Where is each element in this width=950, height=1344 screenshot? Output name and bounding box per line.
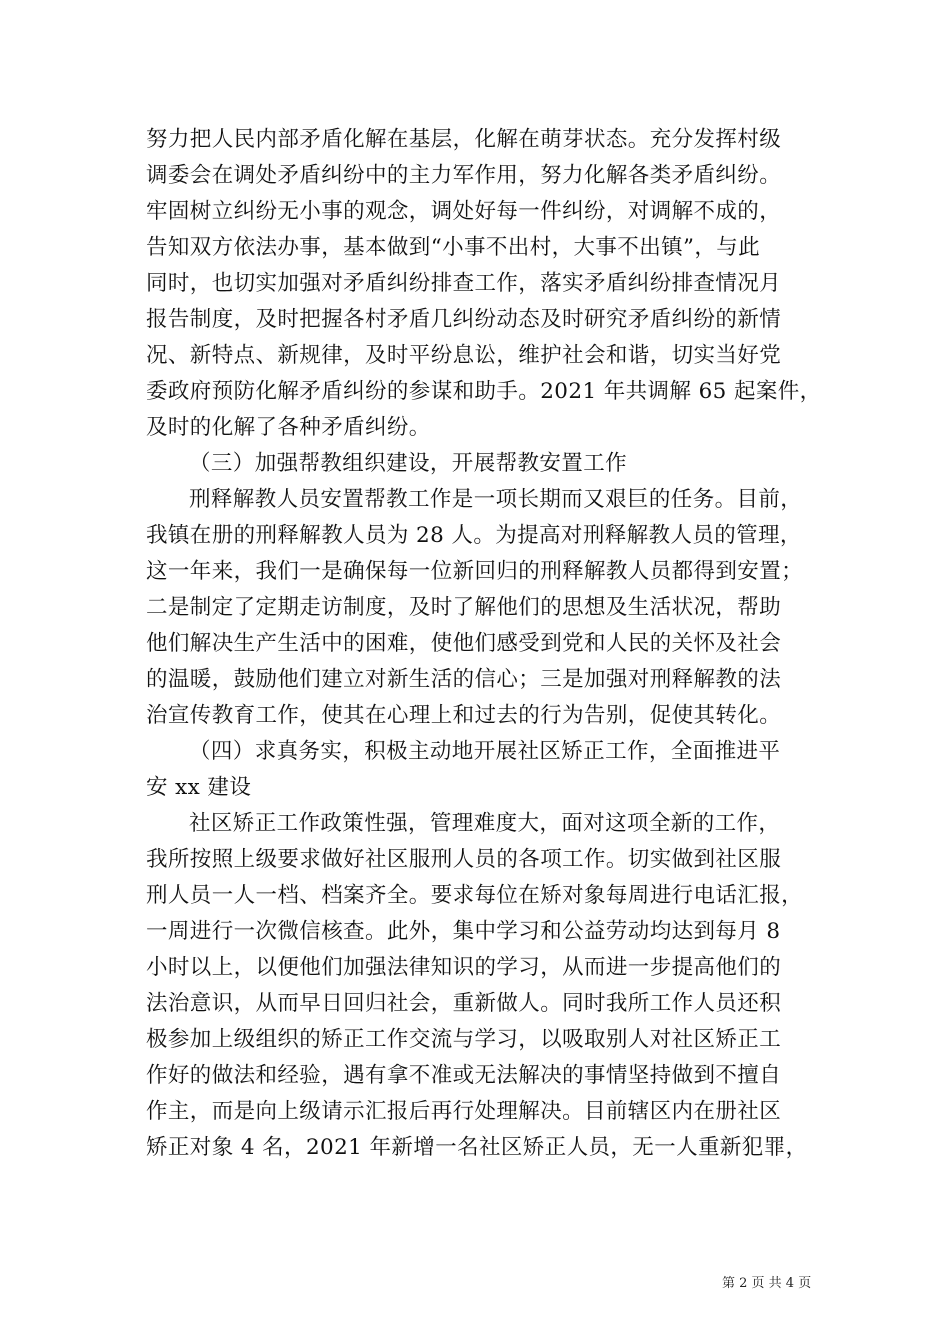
text-line: 他们解决生产生活中的困难，使他们感受到党和人民的关怀及社会: [146, 631, 782, 656]
text-line: 小时以上，以便他们加强法律知识的学习，从而进一步提高他们的: [146, 955, 782, 980]
text-line: 刑人员一人一档、档案齐全。要求每位在矫对象每周进行电话汇报，: [146, 883, 804, 908]
text-line: 报告制度，及时把握各村矛盾几纠纷动态及时研究矛盾纠纷的新情: [146, 307, 782, 332]
text-line: 极参加上级组织的矫正工作交流与学习，以吸取别人对社区矫正工: [146, 1027, 782, 1052]
section-heading-continued: 安 xx 建设: [146, 775, 252, 800]
text-line: 作主，而是向上级请示汇报后再行处理解决。目前辖区内在册社区: [146, 1099, 782, 1124]
text-line: 牢固树立纠纷无小事的观念，调处好每一件纠纷，对调解不成的，: [146, 199, 782, 224]
text-line: 作好的做法和经验，遇有拿不准或无法解决的事情坚持做到不擅自: [146, 1063, 782, 1088]
text-line: 二是制定了定期走访制度，及时了解他们的思想及生活状况，帮助: [146, 595, 782, 620]
text-line: 一周进行一次微信核查。此外，集中学习和公益劳动均达到每月 8: [146, 919, 781, 944]
text-line: 治宣传教育工作，使其在心理上和过去的行为告别，促使其转化。: [146, 703, 782, 728]
text-line: 的温暖，鼓励他们建立对新生活的信心；三是加强对刑释解教的法: [146, 667, 782, 692]
paragraph-first-line: 刑释解教人员安置帮教工作是一项长期而又艰巨的任务。目前，: [189, 487, 803, 512]
paragraph-first-line: 社区矫正工作政策性强，管理难度大，面对这项全新的工作，: [189, 811, 781, 836]
text-line: 委政府预防化解矛盾纠纷的参谋和助手。2021 年共调解 65 起案件，: [146, 379, 822, 404]
page-number-footer: 第 2 页 共 4 页: [722, 1276, 812, 1291]
text-line: 及时的化解了各种矛盾纠纷。: [146, 415, 431, 440]
text-line: 矫正对象 4 名，2021 年新增一名社区矫正人员，无一人重新犯罪，: [146, 1135, 808, 1160]
section-heading: （四）求真务实，积极主动地开展社区矫正工作，全面推进平: [189, 739, 781, 764]
section-heading: （三）加强帮教组织建设，开展帮教安置工作: [189, 451, 628, 476]
text-line: 况、新特点、新规律，及时平纷息讼，维护社会和谐，切实当好党: [146, 343, 782, 368]
text-line: 这一年来，我们一是确保每一位新回归的刑释解教人员都得到安置；: [146, 559, 804, 584]
text-line: 我所按照上级要求做好社区服刑人员的各项工作。切实做到社区服: [146, 847, 782, 872]
text-line: 告知双方依法办事，基本做到“小事不出村，大事不出镇”，与此: [146, 235, 761, 260]
text-line: 法治意识，从而早日回归社会，重新做人。同时我所工作人员还积: [146, 991, 782, 1016]
text-line: 同时，也切实加强对矛盾纠纷排查工作，落实矛盾纠纷排查情况月: [146, 271, 782, 296]
text-line: 努力把人民内部矛盾化解在基层，化解在萌芽状态。充分发挥村级: [146, 127, 782, 152]
text-line: 调委会在调处矛盾纠纷中的主力军作用，努力化解各类矛盾纠纷。: [146, 163, 782, 188]
text-line: 我镇在册的刑释解教人员为 28 人。为提高对刑释解教人员的管理，: [146, 523, 802, 548]
